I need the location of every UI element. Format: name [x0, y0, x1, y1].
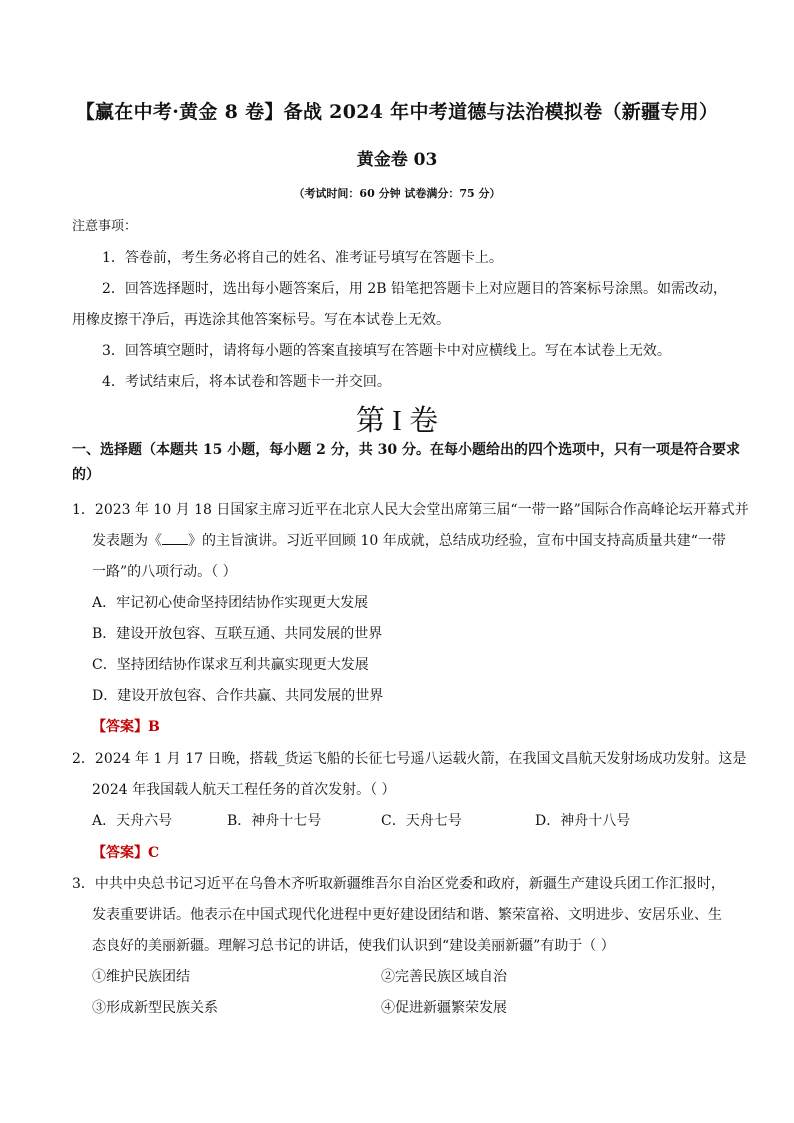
document-subtitle: 黄金卷 03: [356, 150, 438, 170]
q1-answer-value: B: [148, 719, 160, 735]
note-item-1: 1．答卷前，考生务必将自己的姓名、准考证号填写在答题卡上。: [102, 250, 503, 266]
q2-option-d: D．神舟十八号: [535, 813, 631, 829]
q2-answer: [92, 842, 159, 862]
q1-line-1: 1．2023 年 10 月 18 日国家主席习近平在北京人民大会堂出席第三届“一带一路”国际合作高峰论坛开幕式并: [72, 502, 749, 518]
q2-option-b: B．神舟十七号: [227, 813, 322, 829]
part1-text-b: 四个: [527, 440, 558, 458]
q2-answer-label: 【答案】: [92, 845, 148, 861]
q3-line-1: 3．中共中央总书记习近平在乌鲁木齐听取新疆维吾尔自治区党委和政府，新疆生产建设兵团工作汇报时，: [72, 876, 725, 892]
exam-info: （考试时间：60 分钟 试卷满分：75 分）: [293, 187, 501, 200]
part1-text-c: 选项中，只有一项是符合要求: [557, 442, 740, 458]
part1-instructions: [72, 438, 740, 459]
q1-blank: [162, 532, 188, 545]
notes-heading: 注意事项：: [72, 219, 138, 234]
q1-option-b: B．建设开放包容、互联互通、共同发展的世界: [92, 626, 383, 642]
q2-line-1: 2．2024 年 1 月 17 日晚，搭载_货运飞船的长征七号遥八运载火箭，在我国文昌航天发射场成功发射。这是: [72, 751, 747, 767]
q1-option-d: D．建设开放包容、合作共赢、共同发展的世界: [92, 688, 384, 704]
q1-line-2: [92, 530, 726, 550]
q1-answer-label: 【答案】: [92, 719, 148, 735]
q1-option-a: A．牢记初心使命坚持团结协作实现更大发展: [92, 595, 369, 611]
note-item-2: 2．回答选择题时，选出每小题答案后，用 2B 铅笔把答题卡上对应题目的答案标号涂黑。如需改动，: [102, 281, 728, 297]
q3-option-4: ④促进新疆繁荣发展: [381, 1000, 507, 1016]
note-item-4: 4．考试结束后，将本试卷和答题卡一并交回。: [102, 374, 391, 390]
q3-option-1: ①维护民族团结: [92, 969, 190, 985]
q1-option-c: C．坚持团结协作谋求互利共赢实现更大发展: [92, 657, 369, 673]
q1-line-2-b: 》的主旨演讲。习近平回顾 10 年成就，总结成功经验，宣布中国支持高质量共建“一带: [188, 533, 726, 549]
q2-line-2: 2024 年我国载人航天工程任务的首次发射。（ ）: [92, 782, 396, 798]
q3-option-3: ③形成新型民族关系: [92, 1000, 218, 1016]
q2-answer-value: C: [148, 845, 160, 861]
q3-option-2: ②完善民族区域自治: [381, 969, 507, 985]
q1-line-2-a: 发表题为《: [92, 533, 162, 549]
q1-answer: [92, 716, 160, 736]
part1-text-a: 一、选择题（本题共 15 小题，每小题 2 分，共 30 分。在每小题给出的: [72, 442, 528, 458]
note-item-2-cont: 用橡皮擦干净后，再选涂其他答案标号。写在本试卷上无效。: [72, 312, 450, 328]
q3-line-2: 发表重要讲话。他表示在中国式现代化进程中更好建设团结和谐、繁荣富裕、文明进步、安居乐业、生: [92, 907, 722, 923]
q2-option-a: A．天舟六号: [92, 813, 173, 829]
q2-option-c: C．天舟七号: [381, 813, 462, 829]
document-title: 【赢在中考·黄金 8 卷】备战 2024 年中考道德与法治模拟卷（新疆专用）: [75, 101, 719, 123]
q1-line-3: 一路”的八项行动。（ ）: [92, 564, 237, 580]
note-item-3: 3．回答填空题时，请将每小题的答案直接填写在答题卡中对应横线上。写在本试卷上无效。: [102, 343, 671, 359]
q3-line-3: 态良好的美丽新疆。理解习总书记的讲话，使我们认识到“建设美丽新疆”有助于（ ）: [92, 938, 615, 954]
section-title: 第 I 卷: [355, 405, 439, 437]
part1-instructions-cont: 的）: [72, 467, 100, 483]
